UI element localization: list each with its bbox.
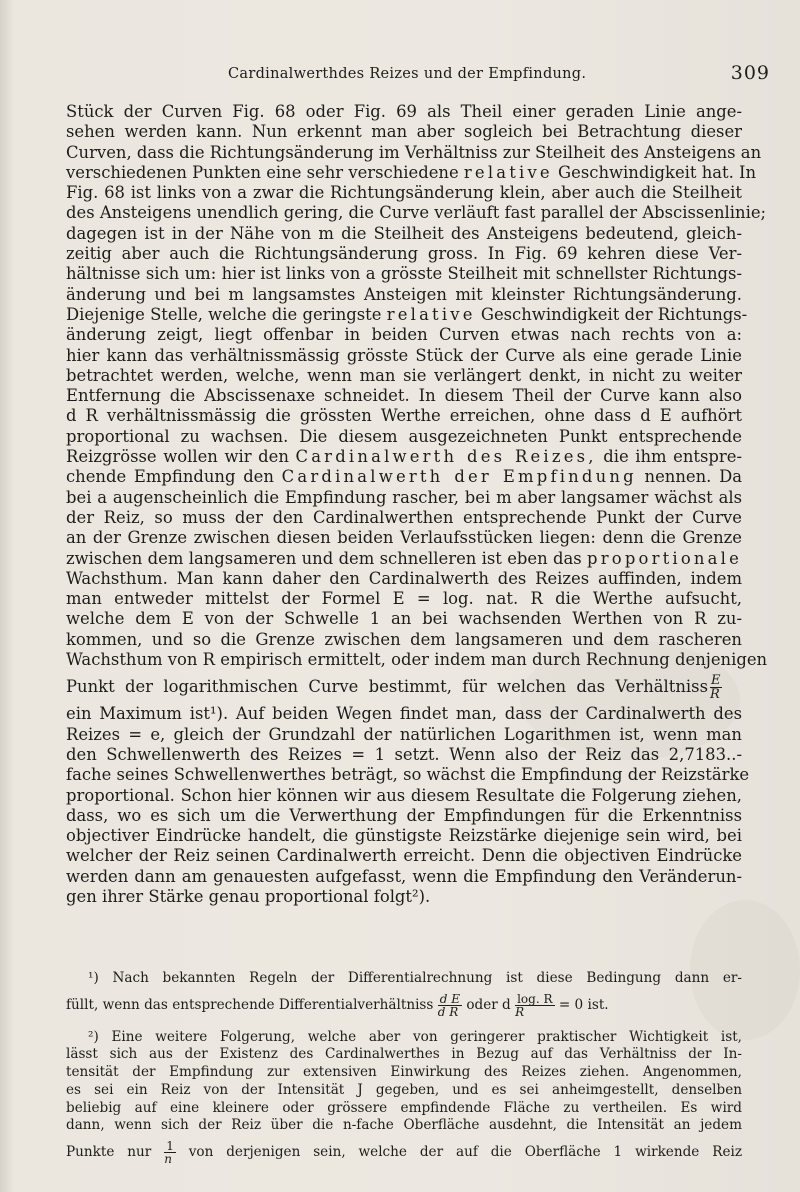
text-line: Punkt der logarithmischen Curve bestimmt, für welchen das Verhältniss	[66, 677, 708, 697]
footnote-2-formula-line: Punkte nur $\frac{1}{n}$ von derjenigen sein, welche der auf die Oberfläche 1 wirkende Reiz	[66, 1138, 743, 1166]
text-line: Stück der Curven Fig. 68 oder Fig. 69 als Theil einer geraden Linie ange-	[66, 102, 742, 121]
footnote-2-line: dann, wenn sich der Reiz über die n-fache Oberfläche ausdehnt, die Intensität an jedem	[66, 1117, 742, 1134]
footnote-2-line: es sei ein Reiz von der Intensität J gegeben, und es sei anheimgestellt, denselben	[66, 1081, 742, 1098]
text-line: hier kann das verhältnissmässig grösste Stück der Curve als eine gerade Linie	[66, 345, 742, 365]
text-line: Wachsthum von R empirisch ermittelt, oder indem man durch Rechnung denjenigen	[66, 650, 768, 670]
text-line: fache seines Schwellenwerthes beträgt, so wächst die Empfindung der Reizstärke	[66, 765, 750, 785]
text-line: zwischen dem langsameren und dem schnelleren ist eben das proportionale	[66, 548, 742, 568]
text-line: änderung zeigt, liegt offenbar in beiden Curven etwas nach rechts von a:	[66, 325, 742, 345]
text-line: proportional zu wachsen. Die diesem ausgezeichneten Punkt entsprechende	[66, 426, 742, 446]
footnote-2-line: tensität der Empfindung zur extensiven Einwirkung des Reizes ziehen. Angenommen,	[66, 1064, 742, 1081]
running-head: Cardinalwerthdes Reizes und der Empfindung.	[228, 66, 587, 82]
text-line: Wachsthum. Man kann daher den Cardinalwerth des Reizes auffinden, indem	[66, 568, 742, 588]
fraction-de-over-dr: $\frac{\text{d E}}{\text{d R}}$	[437, 991, 460, 1019]
text-line: sehen werden kann. Nun erkennt man aber sogleich bei Betrachtung dieser	[66, 122, 742, 142]
fraction-one-over-n: $\frac{1}{n}$	[164, 1138, 174, 1166]
text-line: kommen, und so die Grenze zwischen dem langsameren und dem rascheren	[66, 629, 742, 649]
text-line: bei a augenscheinlich die Empfindung rascher, bei m aber langsamer wächst als	[66, 487, 742, 507]
text-line: Reizgrösse wollen wir den Cardinalwerth des Reizes, die ihm entspre-	[66, 447, 742, 467]
text-line: Diejenige Stelle, welche die geringste relative Geschwindigkeit der Richtungs-	[66, 304, 748, 324]
text-line: objectiver Eindrücke handelt, die günstigste Reizstärke diejenige sein wird, bei	[66, 826, 742, 846]
footnotes	[66, 970, 742, 1169]
fraction-e-over-r: $\frac{E}{R}$	[710, 673, 721, 703]
text-line: dagegen ist in der Nähe von m die Steilheit des Ansteigens bedeutend, gleich-	[66, 223, 742, 243]
text-line: ein Maximum ist¹). Auf beiden Wegen findet man, dass der Cardinalwerth des	[66, 704, 742, 724]
page-number: 309	[730, 62, 770, 84]
text-line: werden dann am genauesten aufgefasst, wenn die Empfindung den Veränderun-	[66, 866, 742, 886]
text-line: den Schwellenwerth des Reizes = 1 setzt. Wenn also der Reiz das 2,7183..-	[66, 744, 742, 764]
footnote-2-line: lässt sich aus der Existenz des Cardinalwerthes in Bezug auf das Verhältniss der In-	[66, 1046, 742, 1063]
footnote-2-line: ²) Eine weitere Folgerung, welche aber von geringerer praktischer Wichtigkeit ist,	[88, 1028, 742, 1045]
text-line: chende Empfindung den Cardinalwerth der Empfindung nennen. Da	[66, 467, 742, 487]
text-line: welcher der Reiz seinen Cardinalwerth erreicht. Denn die objectiven Eindrücke	[66, 846, 742, 866]
text-line: Curven, dass die Richtungsänderung im Verhältniss zur Steilheit des Ansteigens an	[66, 142, 762, 162]
text-line: betrachtet werden, welche, wenn man sie verlängert denkt, in nicht zu weiter	[66, 365, 742, 385]
text-line: Reizes = e, gleich der Grundzahl der natürlichen Logarithmen ist, wenn man	[66, 724, 742, 744]
footnote-2	[66, 1029, 742, 1169]
fraction-log-r-over-r: $\frac{\log. R}{R}$	[515, 991, 553, 1019]
text-line: dass, wo es sich um die Verwerthung der Empfindungen für die Erkenntniss	[66, 805, 742, 825]
text-line: änderung und bei m langsamstes Ansteigen mit kleinster Richtungsänderung.	[66, 284, 742, 304]
body-text	[66, 102, 768, 907]
text-line: Fig. 68 ist links von a zwar die Richtungsänderung klein, aber auch die Steilheit	[66, 183, 742, 203]
text-line: welche dem E von der Schwelle 1 an bei wachsenden Werthen von R zu-	[66, 609, 742, 629]
text-line: gen ihrer Stärke genau proportional folgt²).	[66, 886, 431, 906]
text-line: des Ansteigens unendlich gering, die Curve verläuft fast parallel der Abscissenlinie;	[66, 203, 767, 223]
footnote-1-line: ¹) Nach bekannten Regeln der Differentialrechnung ist diese Bedingung dann er-	[88, 970, 742, 986]
page-header	[60, 62, 770, 92]
text-line: verschiedenen Punkten eine sehr verschiedene relative Geschwindigkeit hat. In	[66, 162, 757, 182]
footnote-1-formula-line: füllt, wenn das entsprechende Differentialverhältniss $\frac{\text{d E}}{\text{d R}}$ oder d $\frac{\log. R}{R}$ = 0 ist.	[66, 991, 609, 1019]
text-line: zeitig aber auch die Richtungsänderung gross. In Fig. 69 kehren diese Ver-	[66, 244, 742, 264]
text-line: Entfernung die Abscissenaxe schneidet. In diesem Theil der Curve kann also	[66, 386, 742, 406]
text-line: hältnisse sich um: hier ist links von a grösste Steilheit mit schnellster Richtungs-	[66, 264, 742, 284]
text-line-with-fraction	[66, 670, 742, 704]
text-line: man entweder mittelst der Formel E = log. nat. R die Werthe aufsucht,	[66, 589, 742, 609]
text-line: an der Grenze zwischen diesen beiden Verlaufsstücken liegen: denn die Grenze	[66, 528, 742, 548]
text-line: d R verhältnissmässig die grössten Werthe erreichen, ohne dass d E aufhört	[66, 406, 742, 426]
text-line: der Reiz, so muss der den Cardinalwerthen entsprechende Punkt der Curve	[66, 507, 742, 527]
text-line: proportional. Schon hier können wir aus diesem Resultate die Folgerung ziehen,	[66, 785, 742, 805]
footnote-2-line: beliebig auf eine kleinere oder grössere empfindende Fläche zu vertheilen. Es wird	[66, 1099, 742, 1116]
